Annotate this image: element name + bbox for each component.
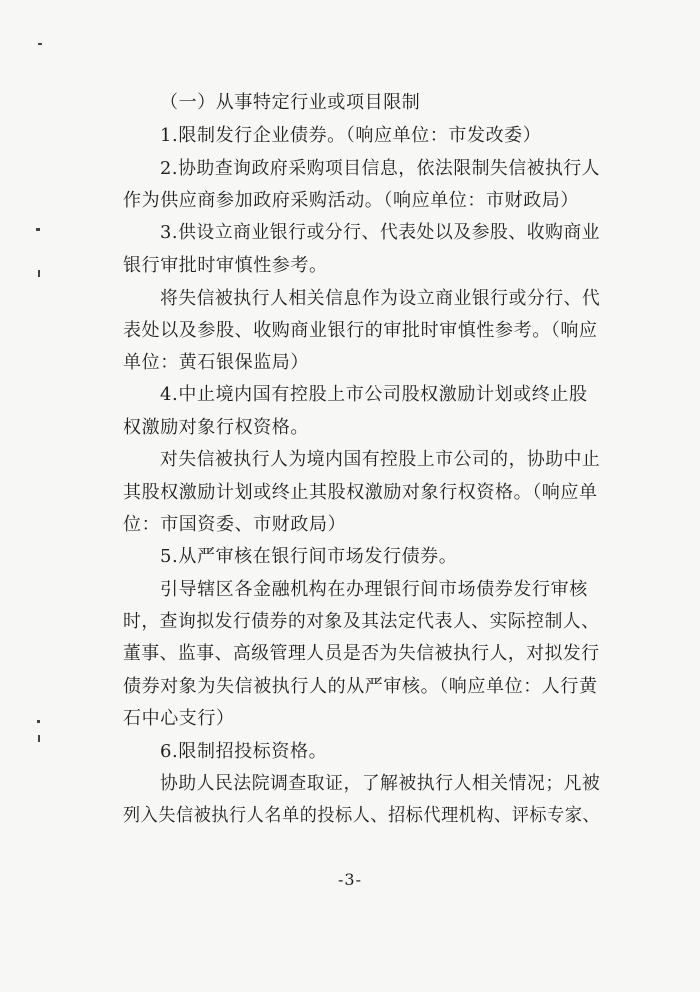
text-line: 权激励对象行权资格。 xyxy=(123,417,309,438)
text-line: 1.限制发行企业债券。（响应单位：市发改委） xyxy=(160,125,542,146)
text-line: 引导辖区各金融机构在办理银行间市场债券发行审核 xyxy=(160,579,588,600)
text-line: 3.供设立商业银行或分行、代表处以及参股、收购商业 xyxy=(160,222,601,243)
text-line: 4.中止境内国有控股上市公司股权激励计划或终止股 xyxy=(160,384,588,405)
scan-mark xyxy=(38,43,42,45)
scan-mark xyxy=(38,735,40,742)
text-line: 2.协助查询政府采购项目信息，依法限制失信被执行人 xyxy=(160,158,601,179)
text-line: 其股权激励计划或终止其股权激励对象行权资格。（响应单 xyxy=(123,482,598,503)
page-number: -3- xyxy=(338,870,362,889)
text-line: 表处以及参股、收购商业银行的审批时审慎性参考。（响应 xyxy=(123,320,598,341)
text-line: 将失信被执行人相关信息作为设立商业银行或分行、代 xyxy=(160,288,601,309)
text-line: 单位：黄石银保监局） xyxy=(123,352,309,373)
text-line: 债券对象为失信被执行人的从严审核。（响应单位：人行黄 xyxy=(123,676,598,697)
text-line: 协助人民法院调查取证，了解被执行人相关情况；凡被 xyxy=(160,773,601,794)
text-line: 石中心支行） xyxy=(123,708,235,729)
text-line: 董事、监事、高级管理人员是否为失信被执行人，对拟发行 xyxy=(123,643,600,664)
text-line: 对失信被执行人为境内国有控股上市公司的，协助中止 xyxy=(160,449,601,470)
scan-mark xyxy=(36,228,40,231)
text-line: 时，查询拟发行债券的对象及其法定代表人、实际控制人、 xyxy=(123,611,600,632)
text-line: 位：市国资委、市财政局） xyxy=(123,514,347,535)
text-line: 列入失信被执行人名单的投标人、招标代理机构、评标专家、 xyxy=(123,805,601,826)
scan-mark xyxy=(37,720,40,723)
scan-mark xyxy=(38,270,40,277)
text-line: 作为供应商参加政府采购活动。（响应单位：市财政局） xyxy=(123,190,579,211)
text-line: 银行审批时审慎性参考。 xyxy=(123,255,328,276)
section-heading: （一）从事特定行业或项目限制 xyxy=(160,92,421,113)
text-line: 6.限制招投标资格。 xyxy=(160,741,328,762)
text-line: 5.从严审核在银行间市场发行债券。 xyxy=(160,546,458,567)
